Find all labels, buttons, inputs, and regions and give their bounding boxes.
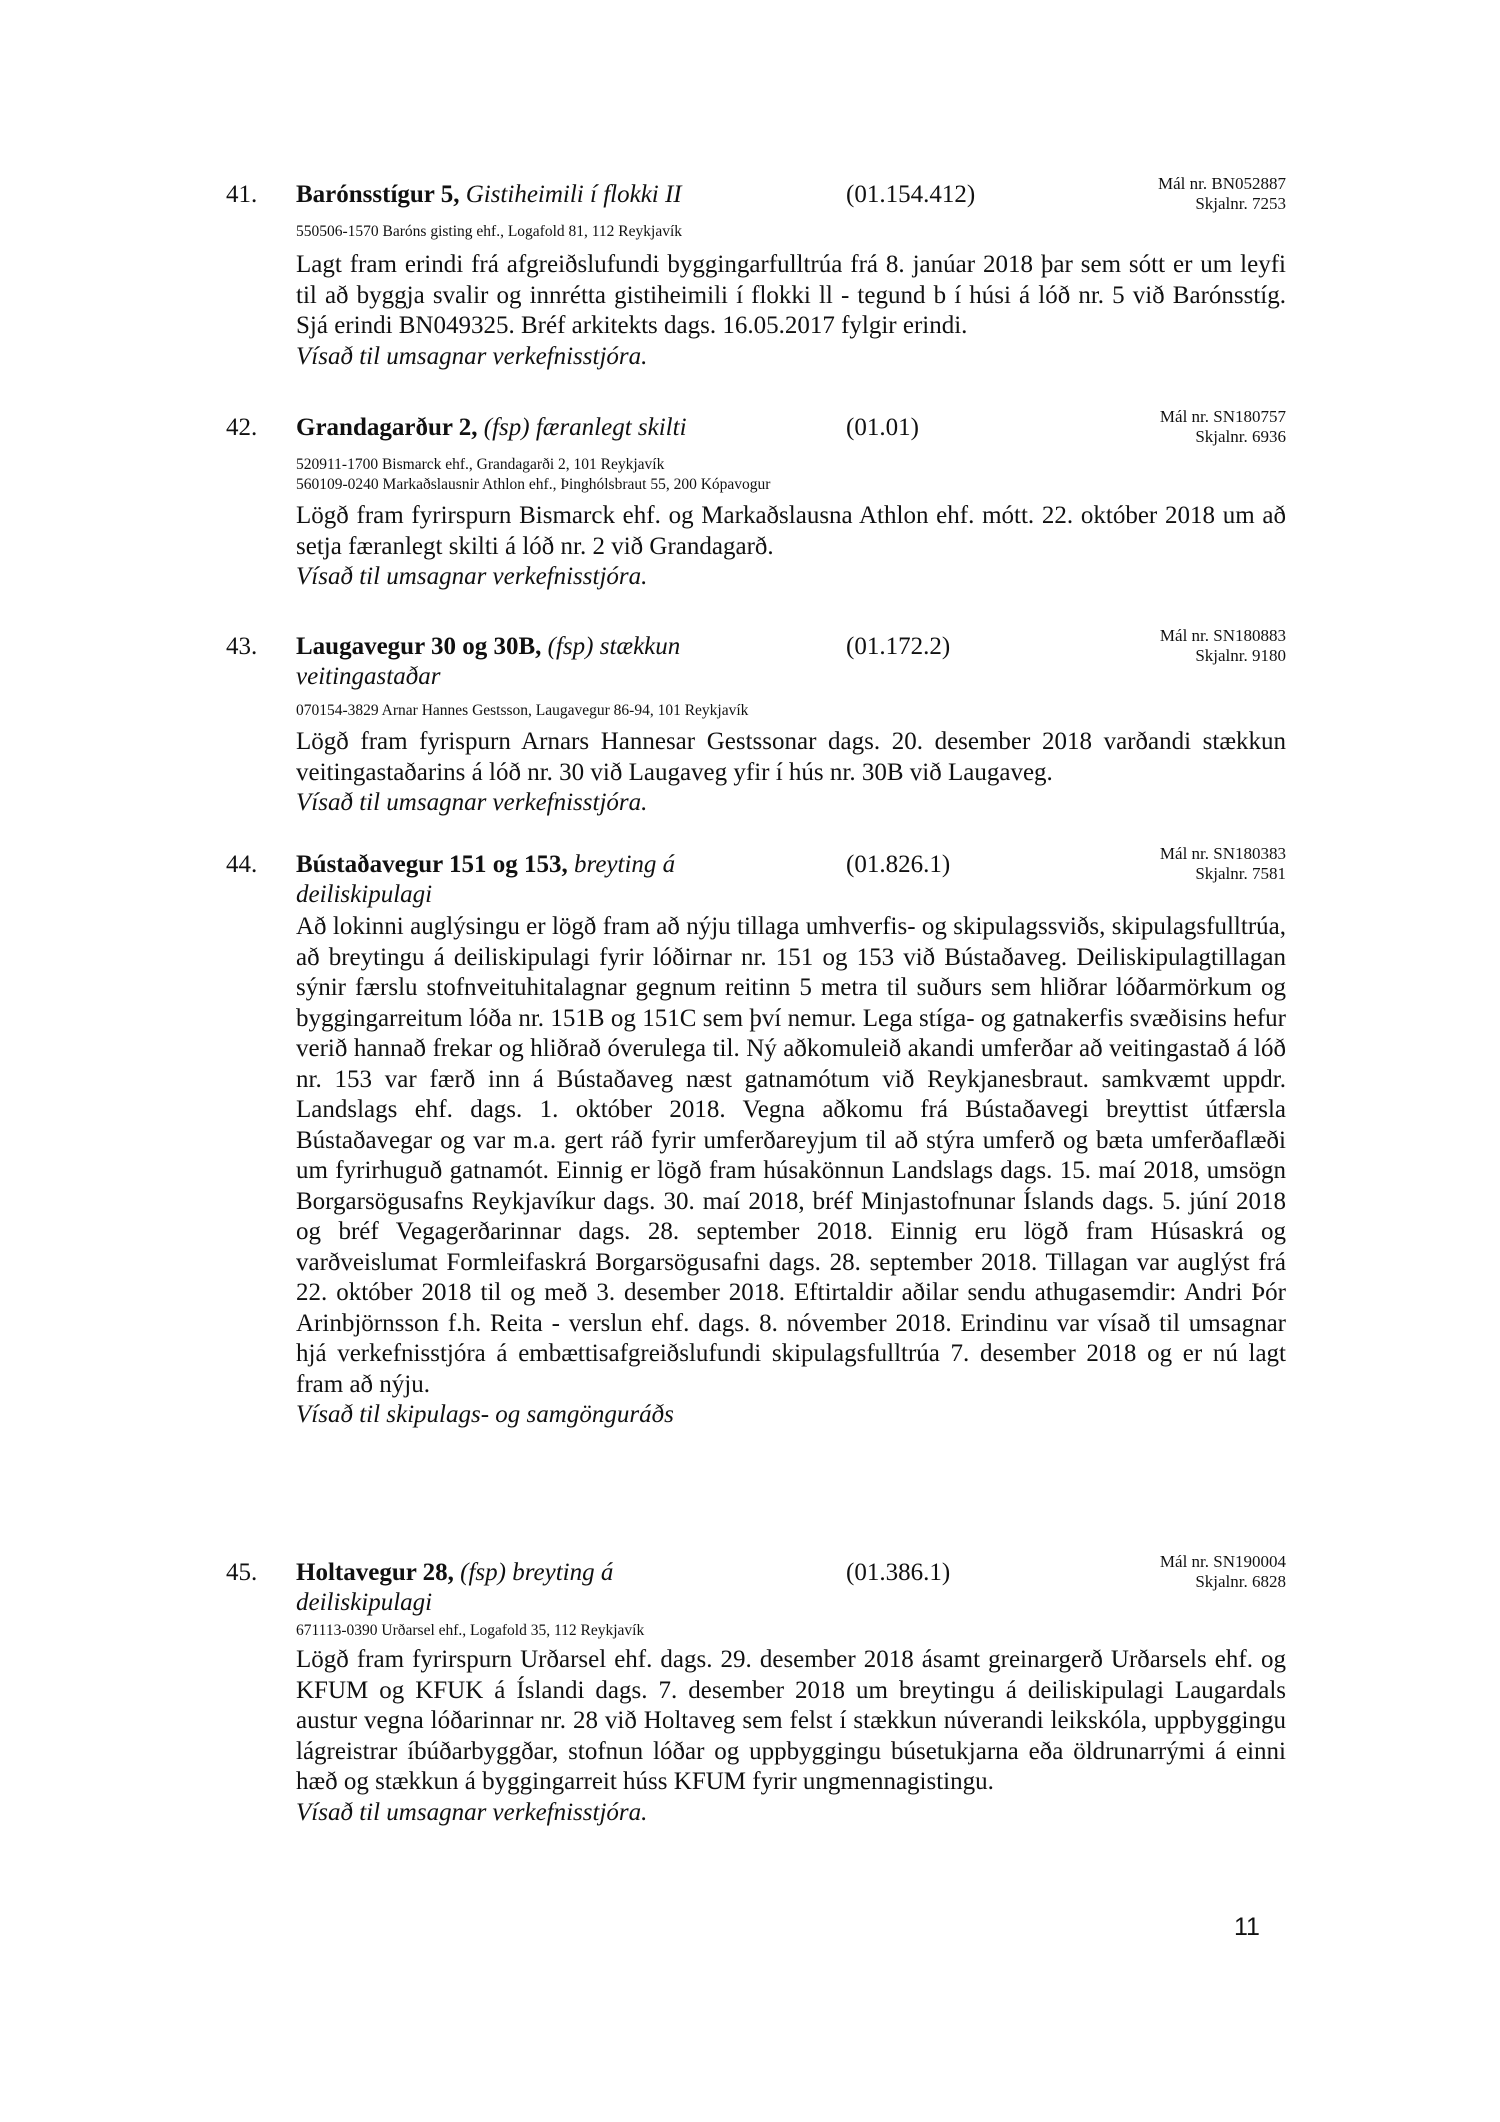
item-reference xyxy=(1158,174,1286,214)
item-code: (01.154.412) xyxy=(846,181,976,208)
body-paragraph: Lögð fram fyrispurn Arnars Hannesar Gestssonar dags. 20. desember 2018 varðandi stækkun veitingastaðarins á lóð nr. 30 við Laugaveg yfir í hús nr. 30B við Laugaveg. xyxy=(296,728,1286,786)
applicant: 070154-3829 Arnar Hannes Gestsson, Laugavegur 86-94, 101 Reykjavík xyxy=(296,702,749,719)
item-title xyxy=(296,413,736,443)
body-paragraph: Lagt fram erindi frá afgreiðslufundi byggingarfulltrúa frá 8. janúar 2018 þar sem sótt er um leyfi til að byggja svalir og innrétta gistiheimili í flokki ll - tegund b í húsi á lóð nr. 5 við Barónsstíg. Sjá erindi BN049325. Bréf arkitekts dags. 16.05.2017 fylgir erindi. xyxy=(296,251,1286,339)
item-reference xyxy=(1160,844,1286,884)
conclusion: Vísað til skipulags- og samgönguráðs xyxy=(296,1401,674,1428)
item-number: 45. xyxy=(226,1559,258,1586)
case-number: Mál nr. SN180757 xyxy=(1159,407,1286,426)
item-title xyxy=(296,850,736,910)
archive-number: Skjalnr. 6936 xyxy=(1195,427,1286,446)
item-number: 41. xyxy=(226,181,258,208)
body-paragraph: Að lokinni auglýsingu er lögð fram að nýju tillaga umhverfis- og skipulagssviðs, skipulagsfulltrúa, að breytingu á deiliskipulagi fyrir lóðirnar nr. 151 og 153 við Bústaðaveg. Deiliskipulagtillagan sýnir færslu stofnveituhitalagnar gegnum reitinn 5 metra til suðurs sem hliðrar lóðarmörkum og byggingarreitum lóða nr. 151B og 151C sem því nemur. Lega stíga- og gatnakerfis svæðisins hefur verið hannað frekar og hliðrað óverulega til. Ný aðkomuleið akandi umferðar að veitingastað á lóð nr. 153 var færð inn á Bústaðaveg næst gatnamótum við Reykjanesbraut. samkvæmt uppdr. Landslags ehf. dags. 1. október 2018. Vegna aðkomu frá Bústaðavegi breyttist útfærsla Bústaðavegar og var m.a. gert ráð fyrir umferðareyjum til að stýra umferð og bæta umferðaflæði um fyrirhuguð gatnamót. Einnig er lögð fram húsakönnun Landslags dags. 15. maí 2018, umsögn Borgarsögusafns Reykjavíkur dags. 30. maí 2018, bréf Minjastofnunar Íslands dags. 5. júní 2018 og bréf Vegagerðarinnar dags. 28. september 2018. Einnig eru lögð fram Húsaskrá og varðveislumat Formleifaskrá Borgarsögusafni dags. 28. september 2018. Tillagan var auglýst frá 22. október 2018 til og með 3. desember 2018. Eftirtaldir aðilar sendu athugasemdir: Andri Þór Arinbjörnsson f.h. Reita - verslun ehf. dags. 8. nóvember 2018. Erindinu var vísað til umsagnar hjá verkefnisstjóra á embættisafgreiðslufundi skipulagsfulltrúa 7. desember 2018 og er nú lagt fram að nýju. xyxy=(296,913,1286,1398)
item-body xyxy=(296,250,1286,372)
applicant: 560109-0240 Markaðslausnir Athlon ehf., Þinghólsbraut 55, 200 Kópavogur xyxy=(296,476,771,493)
item-description: Gistiheimili í flokki II xyxy=(465,181,682,208)
archive-number: Skjalnr. 6828 xyxy=(1195,1572,1286,1591)
body-paragraph: Lögð fram fyrirspurn Bismarck ehf. og Markaðslausna Athlon ehf. mótt. 22. október 2018 um að setja færanlegt skilti á lóð nr. 2 við Grandagarð. xyxy=(296,502,1286,560)
item-description: (fsp) breyting á deiliskipulagi xyxy=(296,1559,614,1616)
applicant: 671113-0390 Urðarsel ehf., Logafold 35, 112 Reykjavík xyxy=(296,1622,645,1639)
page-number: 11 xyxy=(1234,1913,1260,1941)
conclusion: Vísað til umsagnar verkefnisstjóra. xyxy=(296,1798,648,1826)
item-body xyxy=(296,912,1286,1431)
item-title xyxy=(296,180,736,210)
applicant-list xyxy=(296,222,682,242)
case-number: Mál nr. SN180383 xyxy=(1159,844,1286,863)
conclusion: Vísað til umsagnar verkefnisstjóra. xyxy=(296,563,648,590)
item-title xyxy=(296,632,736,692)
item-street: Bústaðavegur 151 og 153, xyxy=(296,851,568,878)
item-code: (01.01) xyxy=(846,414,919,441)
archive-number: Skjalnr. 9180 xyxy=(1195,646,1286,665)
item-title xyxy=(296,1558,736,1618)
item-reference xyxy=(1160,626,1286,666)
applicant: 550506-1570 Baróns gisting ehf., Logafold 81, 112 Reykjavík xyxy=(296,223,683,240)
applicant-list xyxy=(296,1621,644,1641)
item-reference xyxy=(1160,1552,1286,1592)
conclusion: Vísað til umsagnar verkefnisstjóra. xyxy=(296,789,648,816)
case-number: Mál nr. SN180883 xyxy=(1159,626,1286,645)
item-number: 42. xyxy=(226,414,258,441)
item-number: 44. xyxy=(226,851,258,878)
item-street: Grandagarður 2, xyxy=(296,414,478,441)
item-body xyxy=(296,1645,1286,1828)
item-code: (01.386.1) xyxy=(846,1559,951,1586)
item-number: 43. xyxy=(226,633,258,660)
applicant-list xyxy=(296,455,770,495)
body-paragraph: Lögð fram fyrirspurn Urðarsel ehf. dags. 29. desember 2018 ásamt greinargerð Urðarsels ehf. og KFUM og KFUK á Íslandi dags. 7. desember 2018 um breytingu á deiliskipulagi Laugardals austur vegna lóðarinnar nr. 28 við Holtaveg sem felst í stækkun núverandi leikskóla, uppbyggingu lágreistrar íbúðarbyggðar, stofnun lóðar og uppbyggingu búsetukjarna eða öldrunarrými á einni hæð og stækkun á byggingarreit húss KFUM fyrir ungmennagistingu. xyxy=(296,1646,1286,1795)
case-number: Mál nr. BN052887 xyxy=(1158,174,1286,193)
item-street: Laugavegur 30 og 30B, xyxy=(296,633,542,660)
item-description: (fsp) færanlegt skilti xyxy=(483,414,687,441)
item-street: Barónsstígur 5, xyxy=(296,181,460,208)
item-body xyxy=(296,501,1286,593)
archive-number: Skjalnr. 7581 xyxy=(1195,864,1286,883)
item-reference xyxy=(1160,407,1286,447)
archive-number: Skjalnr. 7253 xyxy=(1195,194,1286,213)
item-code: (01.172.2) xyxy=(846,633,951,660)
applicant-list xyxy=(296,701,748,721)
item-street: Holtavegur 28, xyxy=(296,1559,454,1586)
case-number: Mál nr. SN190004 xyxy=(1159,1552,1286,1571)
item-code: (01.826.1) xyxy=(846,851,951,878)
item-description: (fsp) stækkun veitingastaðar xyxy=(296,633,681,690)
item-body xyxy=(296,727,1286,819)
applicant: 520911-1700 Bismarck ehf., Grandagarði 2, 101 Reykjavík xyxy=(296,456,665,473)
conclusion: Vísað til umsagnar verkefnisstjóra. xyxy=(296,342,648,370)
item-description: breyting á deiliskipulagi xyxy=(296,851,676,908)
